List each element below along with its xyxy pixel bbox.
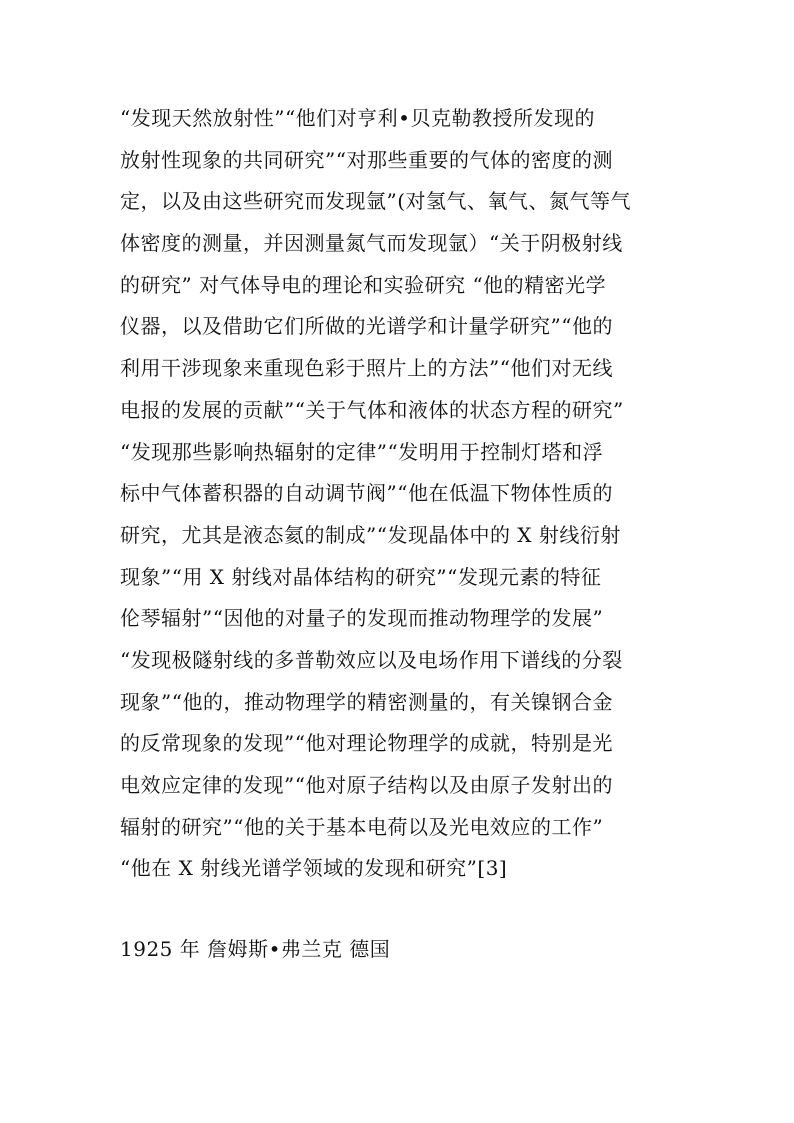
text-line: 电效应定律的发现”“他对原子结构以及由原子发射出的 — [120, 773, 613, 797]
text-line: 现象”“他的，推动物理学的精密测量的，有关镍钢合金 — [120, 689, 613, 714]
text-line: 体密度的测量，并因测量氮气而发现氩）“关于阴极射线 — [120, 231, 623, 256]
text-line: “发现天然放射性”“他们对亨利•贝克勒教授所发现的 — [120, 106, 595, 130]
text-line: 利用干涉现象来重现色彩于照片上的方法”“他们对无线 — [120, 356, 613, 381]
text-line: 的研究” 对气体导电的理论和实验研究 “他的精密光学 — [120, 272, 607, 297]
text-line: 放射性现象的共同研究”“对那些重要的气体的密度的测 — [120, 147, 613, 172]
laureate-heading: 1925 年 詹姆斯•弗兰克 德国 — [120, 937, 391, 961]
text-line: 标中气体蓄积器的自动调节阀”“他在低温下物体性质的 — [120, 481, 613, 506]
text-line: 研究，尤其是液态氦的制成”“发现晶体中的 X 射线衍射 — [120, 522, 621, 547]
text-line: 定，以及由这些研究而发现氩”(对氢气、氧气、氮气等气 — [120, 189, 632, 214]
text-line: 伦琴辐射”“因他的对量子的发现而推动物理学的发展” — [120, 606, 604, 631]
text-line: 电报的发展的贡献”“关于气体和液体的状态方程的研究” — [120, 397, 624, 422]
body-paragraph — [120, 98, 680, 890]
text-line: “发现那些影响热辐射的定律”“发明用于控制灯塔和浮 — [120, 439, 604, 464]
text-line: 辐射的研究”“他的关于基本电荷以及光电效应的工作” — [120, 814, 604, 839]
text-line: 现象”“用 X 射线对晶体结构的研究”“发现元素的特征 — [120, 564, 602, 589]
text-line: 的反常现象的发现”“他对理论物理学的成就，特别是光 — [120, 731, 613, 756]
text-line: “发现极隧射线的多普勒效应以及电场作用下谱线的分裂 — [120, 647, 623, 672]
text-line: 仪器，以及借助它们所做的光谱学和计量学研究”“他的 — [120, 314, 613, 339]
text-line: “他在 X 射线光谱学领域的发现和研究”[3] — [120, 856, 508, 881]
